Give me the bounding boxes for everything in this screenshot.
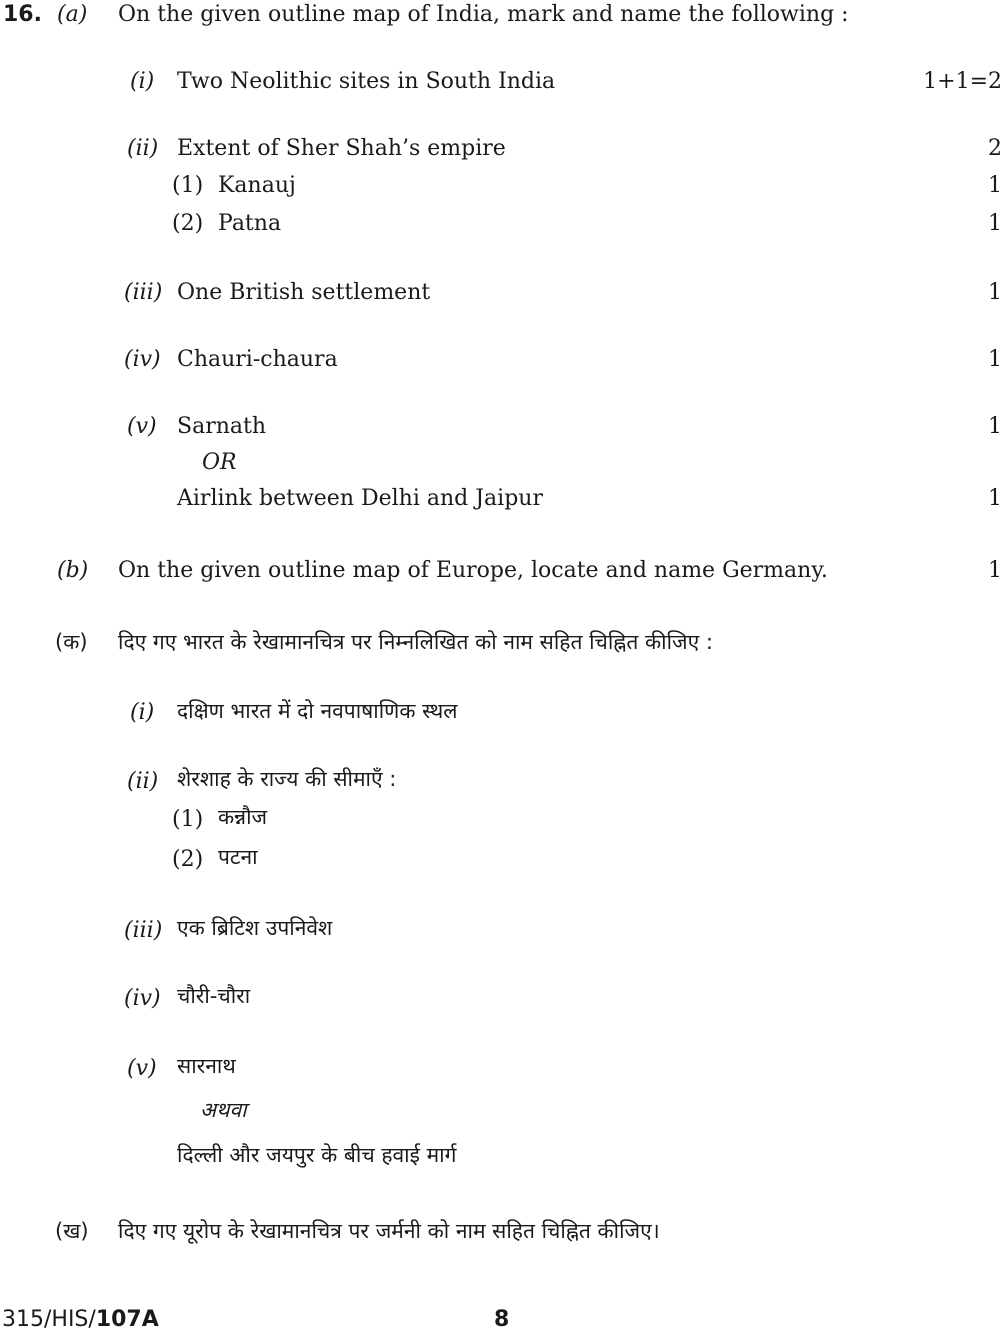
hindi-item-label: (i) [130,700,155,725]
alt-item-text: Airlink between Delhi and Jaipur [177,486,543,511]
part-b-marks: 1 [988,558,1002,583]
hindi-item-text: एक ब्रिटिश उपनिवेश [177,916,333,940]
item-text: Sarnath [177,414,266,439]
hindi-item-text: दक्षिण भारत में दो नवपाषाणिक स्थल [177,699,458,723]
part-b-text: On the given outline map of Europe, locate and name Germany. [118,558,828,583]
item-label: (v) [127,414,157,439]
item-label: (i) [130,69,155,94]
hindi-item-text: शेरशाह के राज्य की सीमाएँ : [177,767,397,791]
item-text: One British settlement [177,280,431,305]
item-marks: 2 [988,136,1002,161]
part-a-instruction: On the given outline map of India, mark and name the following : [118,2,849,27]
paper-code-bold: 107A [95,1307,159,1332]
hindi-item-label: (iii) [124,918,163,943]
hindi-alt-item-text: दिल्ली और जयपुर के बीच हवाई मार्ग [177,1143,457,1167]
subitem-text: Kanauj [218,173,296,198]
hindi-subitem-text: पटना [218,845,258,869]
hindi-b-text: दिए गए यूरोप के रेखामानचित्र पर जर्मनी को नाम सहित चिह्नित कीजिए। [118,1219,660,1243]
hindi-subitem-label: (1) [172,807,204,832]
hindi-item-label: (ii) [127,769,159,794]
item-text: Two Neolithic sites in South India [177,69,556,94]
hindi-a-label: (क) [55,630,88,654]
item-marks: 1+1=2 [923,69,1002,94]
hindi-b-label: (ख) [55,1219,89,1243]
or-label: OR [202,450,237,475]
paper-code-prefix: 315/HIS/ [2,1307,96,1332]
paper-code [2,1309,159,1331]
item-marks: 1 [988,280,1002,305]
hindi-subitem-text: कन्नौज [218,805,268,829]
item-label: (iv) [124,347,161,372]
subitem-text: Patna [218,211,282,236]
part-b-label: (b) [57,558,89,583]
hindi-item-label: (v) [127,1056,157,1081]
hindi-subitem-label: (2) [172,847,204,872]
subitem-label: (2) [172,211,204,236]
item-marks: 1 [988,414,1002,439]
item-text: Extent of Sher Shah’s empire [177,136,506,161]
hindi-item-text: सारनाथ [177,1054,236,1078]
hindi-a-instruction: दिए गए भारत के रेखामानचित्र पर निम्नलिखित को नाम सहित चिह्नित कीजिए : [118,630,713,654]
subitem-marks: 1 [988,211,1002,236]
question-number: 16. [3,2,42,27]
hindi-item-text: चौरी-चौरा [177,984,251,1008]
alt-item-marks: 1 [988,486,1002,511]
subitem-marks: 1 [988,173,1002,198]
hindi-item-label: (iv) [124,986,161,1011]
item-label: (iii) [124,280,163,305]
item-label: (ii) [127,136,159,161]
hindi-or-label: अथवा [200,1098,247,1122]
item-text: Chauri-chaura [177,347,338,372]
subitem-label: (1) [172,173,204,198]
page-number: 8 [494,1307,510,1332]
part-a-label: (a) [57,2,88,27]
item-marks: 1 [988,347,1002,372]
